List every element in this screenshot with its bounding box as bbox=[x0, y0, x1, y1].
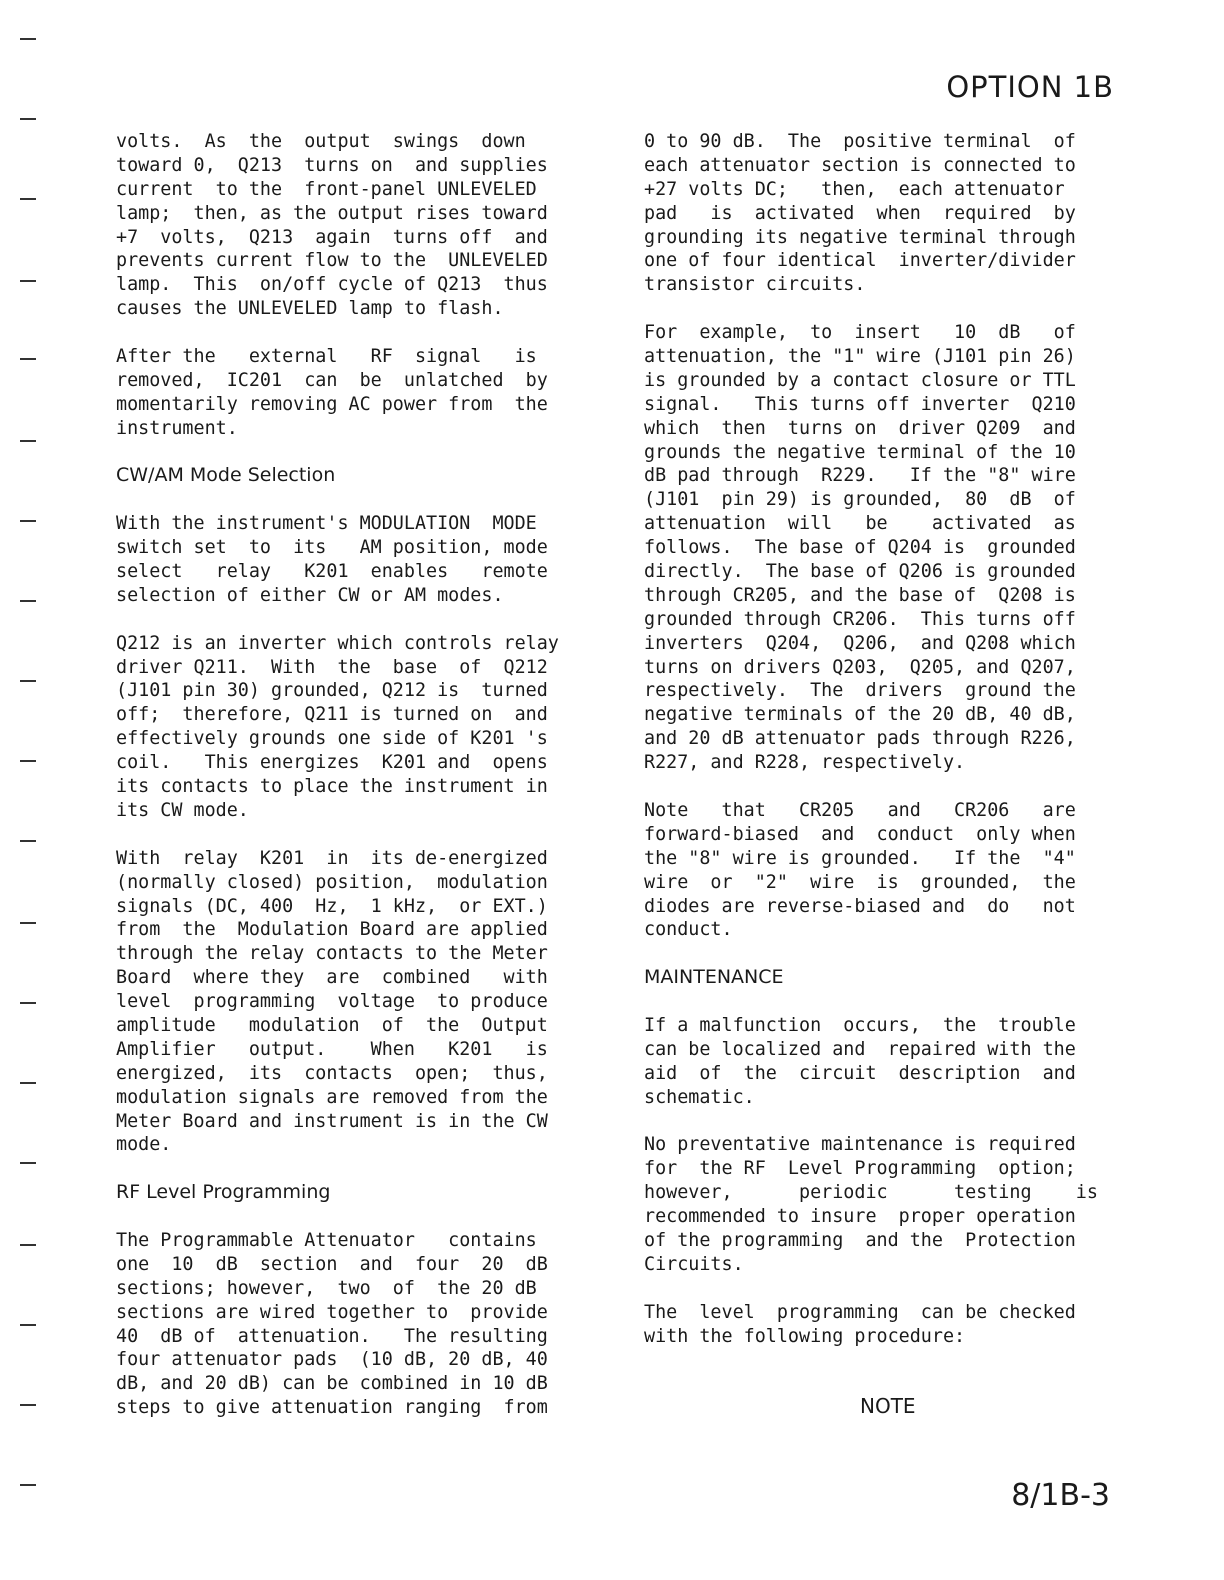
text-line: Note that CR205 and CR206 are bbox=[644, 799, 1076, 821]
text-line: 40 dB of attenuation. The resulting bbox=[116, 1325, 548, 1347]
text-line: and 20 dB attenuator pads through R226, bbox=[644, 728, 1076, 750]
text-line: inverters Q204, Q206, and Q208 which bbox=[644, 632, 1076, 654]
text-line: turns on drivers Q203, Q205, and Q207, bbox=[644, 656, 1076, 678]
paragraph bbox=[116, 345, 586, 441]
paragraph-gap bbox=[116, 1157, 586, 1181]
text-line: attenuation will be activated as bbox=[644, 513, 1076, 535]
paragraph-gap bbox=[116, 823, 586, 847]
paragraph bbox=[644, 1301, 1114, 1349]
paragraph-gap bbox=[644, 297, 1114, 321]
text-line: CW/AM Mode Selection bbox=[116, 464, 336, 487]
text-line: After the external RF signal is bbox=[116, 346, 537, 368]
text-line: level programming voltage to produce bbox=[116, 991, 548, 1013]
text-line: (normally closed) position, modulation bbox=[116, 871, 548, 893]
text-line: driver Q211. With the base of Q212 bbox=[116, 656, 548, 678]
text-line: sections are wired together to provide bbox=[116, 1301, 548, 1323]
paragraph-gap bbox=[644, 990, 1114, 1014]
paragraph bbox=[116, 847, 586, 1158]
text-line: prevents current flow to the UNLEVELED bbox=[116, 250, 548, 272]
text-line: If a malfunction occurs, the trouble bbox=[644, 1014, 1076, 1036]
text-line: the "8" wire is grounded. If the "4" bbox=[644, 847, 1076, 869]
section-heading bbox=[116, 1181, 586, 1205]
paragraph bbox=[644, 321, 1114, 775]
text-line: effectively grounds one side of K201 's bbox=[116, 728, 548, 750]
text-line: its CW mode. bbox=[116, 799, 249, 821]
text-line: conduct. bbox=[644, 919, 733, 941]
text-line: which then turns on driver Q209 and bbox=[644, 417, 1076, 439]
text-line: The level programming can be checked bbox=[644, 1301, 1076, 1323]
text-line: lamp; then, as the output rises toward bbox=[116, 202, 548, 224]
text-line: RF Level Programming bbox=[116, 1181, 331, 1204]
left-column bbox=[116, 130, 586, 1420]
text-line: one 10 dB section and four 20 dB bbox=[116, 1253, 548, 1275]
paragraph bbox=[116, 130, 586, 321]
text-line: momentarily removing AC power from the bbox=[116, 393, 548, 415]
text-line: mode. bbox=[116, 1134, 172, 1156]
text-line: respectively. The drivers ground the bbox=[644, 680, 1076, 702]
text-line: Meter Board and instrument is in the CW bbox=[116, 1110, 548, 1132]
text-line: off; therefore, Q211 is turned on and bbox=[116, 704, 548, 726]
text-line: signal. This turns off inverter Q210 bbox=[644, 393, 1076, 415]
binder-marks bbox=[16, 0, 46, 1580]
text-line: removed, IC201 can be unlatched by bbox=[116, 369, 548, 391]
section-heading bbox=[644, 966, 1114, 990]
text-line: amplitude modulation of the Output bbox=[116, 1014, 548, 1036]
text-line: lamp. This on/off cycle of Q213 thus bbox=[116, 274, 548, 296]
text-line: its contacts to place the instrument in bbox=[116, 776, 548, 798]
text-line: from the Modulation Board are applied bbox=[116, 919, 548, 941]
text-line: For example, to insert 10 dB of bbox=[644, 322, 1076, 344]
text-line: is grounded by a contact closure or TTL bbox=[644, 369, 1076, 391]
paragraph-gap bbox=[116, 321, 586, 345]
text-line: Circuits. bbox=[644, 1253, 744, 1275]
paragraph bbox=[116, 512, 586, 608]
text-line: pad is activated when required by bbox=[644, 202, 1076, 224]
text-line: select relay K201 enables remote bbox=[116, 561, 548, 583]
text-line: Board where they are combined with bbox=[116, 967, 548, 989]
text-line: No preventative maintenance is required bbox=[644, 1134, 1076, 1156]
text-line: coil. This energizes K201 and opens bbox=[116, 752, 548, 774]
text-line: R227, and R228, respectively. bbox=[644, 752, 966, 774]
text-line: causes the UNLEVELED lamp to flash. bbox=[116, 298, 504, 320]
text-line: negative terminals of the 20 dB, 40 dB, bbox=[644, 704, 1076, 726]
text-line: instrument. bbox=[116, 417, 238, 439]
text-line: for the RF Level Programming option; bbox=[644, 1158, 1076, 1180]
paragraph bbox=[644, 1014, 1114, 1110]
text-line: follows. The base of Q204 is grounded bbox=[644, 537, 1076, 559]
paragraph-gap bbox=[644, 1277, 1114, 1301]
text-line: however, periodic testing is bbox=[644, 1182, 1098, 1204]
text-line: four attenuator pads (10 dB, 20 dB, 40 bbox=[116, 1349, 548, 1371]
text-line: steps to give attenuation ranging from bbox=[116, 1397, 548, 1419]
paragraph bbox=[116, 632, 586, 823]
text-line: each attenuator section is connected to bbox=[644, 154, 1076, 176]
text-line: schematic. bbox=[644, 1086, 755, 1108]
text-line: With the instrument's MODULATION MODE bbox=[116, 513, 537, 535]
text-line: through the relay contacts to the Meter bbox=[116, 943, 548, 965]
section-heading bbox=[116, 464, 586, 488]
text-line: signals (DC, 400 Hz, 1 kHz, or EXT.) bbox=[116, 895, 548, 917]
text-line: 0 to 90 dB. The positive terminal of bbox=[644, 131, 1076, 152]
text-line: Q212 is an inverter which controls relay bbox=[116, 632, 559, 654]
paragraph-gap bbox=[644, 1110, 1114, 1134]
text-line: of the programming and the Protection bbox=[644, 1229, 1076, 1251]
text-line: grounding its negative terminal through bbox=[644, 226, 1076, 248]
text-line: grounds the negative terminal of the 10 bbox=[644, 441, 1076, 463]
paragraph-gap bbox=[116, 1205, 586, 1229]
paragraph-gap bbox=[644, 942, 1114, 966]
text-line: wire or "2" wire is grounded, the bbox=[644, 871, 1076, 893]
text-line: (J101 pin 30) grounded, Q212 is turned bbox=[116, 680, 548, 702]
note-label: NOTE bbox=[860, 1394, 916, 1418]
text-line: grounded through CR206. This turns off bbox=[644, 608, 1076, 630]
text-line: toward 0, Q213 turns on and supplies bbox=[116, 154, 548, 176]
text-line: MAINTENANCE bbox=[644, 966, 784, 989]
text-line: modulation signals are removed from the bbox=[116, 1086, 548, 1108]
text-line: The Programmable Attenuator contains bbox=[116, 1229, 537, 1251]
text-line: volts. As the output swings down bbox=[116, 131, 526, 152]
text-line: through CR205, and the base of Q208 is bbox=[644, 584, 1076, 606]
text-line: one of four identical inverter/divider bbox=[644, 250, 1076, 272]
text-line: current to the front-panel UNLEVELED bbox=[116, 178, 537, 200]
paragraph-gap bbox=[116, 488, 586, 512]
text-line: With relay K201 in its de-energized bbox=[116, 847, 548, 869]
text-line: dB pad through R229. If the "8" wire bbox=[644, 465, 1076, 487]
paragraph-gap bbox=[116, 608, 586, 632]
text-line: recommended to insure proper operation bbox=[644, 1206, 1076, 1228]
text-line: switch set to its AM position, mode bbox=[116, 537, 548, 559]
text-line: energized, its contacts open; thus, bbox=[116, 1062, 548, 1084]
text-line: (J101 pin 29) is grounded, 80 dB of bbox=[644, 489, 1076, 511]
text-line: Amplifier output. When K201 is bbox=[116, 1038, 548, 1060]
page-header: OPTION 1B bbox=[946, 70, 1114, 104]
text-line: +7 volts, Q213 again turns off and bbox=[116, 226, 548, 248]
paragraph-gap bbox=[116, 441, 586, 465]
text-line: diodes are reverse-biased and do not bbox=[644, 895, 1076, 917]
text-line: transistor circuits. bbox=[644, 274, 866, 296]
text-line: attenuation, the "1" wire (J101 pin 26) bbox=[644, 346, 1076, 368]
text-line: selection of either CW or AM modes. bbox=[116, 584, 504, 606]
text-line: +27 volts DC; then, each attenuator bbox=[644, 178, 1065, 200]
right-column bbox=[644, 130, 1114, 1348]
text-line: with the following procedure: bbox=[644, 1325, 966, 1347]
paragraph bbox=[644, 130, 1114, 297]
paragraph bbox=[116, 1229, 586, 1420]
paragraph bbox=[644, 1133, 1114, 1276]
text-line: forward-biased and conduct only when bbox=[644, 823, 1076, 845]
paragraph-gap bbox=[644, 775, 1114, 799]
paragraph bbox=[644, 799, 1114, 942]
text-line: can be localized and repaired with the bbox=[644, 1038, 1076, 1060]
text-line: sections; however, two of the 20 dB bbox=[116, 1277, 537, 1299]
text-line: dB, and 20 dB) can be combined in 10 dB bbox=[116, 1373, 548, 1395]
text-line: aid of the circuit description and bbox=[644, 1062, 1076, 1084]
page-number: 8/1B-3 bbox=[1011, 1478, 1110, 1513]
text-line: directly. The base of Q206 is grounded bbox=[644, 561, 1076, 583]
